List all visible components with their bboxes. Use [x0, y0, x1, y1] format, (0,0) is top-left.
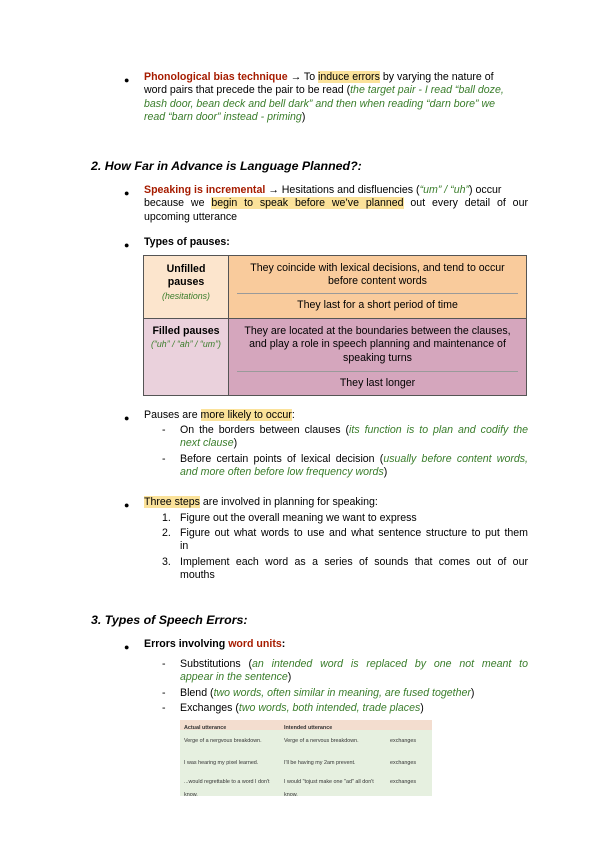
section-2-heading: 2. How Far in Advance is Language Planned?: — [91, 159, 362, 173]
step-3: Implement each word as a series of sounds that comes out of our mouths — [180, 556, 528, 582]
word-units-line: Errors involving word units: — [144, 638, 286, 650]
speech-errors-table-image: Actual utterance Intended utterance Verge of a nergvous breakdown. Verge of a nervous breakdown. exchanges I was hearing my pixel learned. I'll be having my 2am prevent. exchanges ...would regrettable to a word I don't know. I would "tojust make one "ad" all don't know. exchanges — [180, 720, 432, 796]
phonological-bias-paragraph: Phonological bias technique → To induce errors by varying the nature of word pairs that precede the pair to be read (the target pair - I read “ball doze, bash door, bean deck and bell dark” and then when reading “darn bore” we read “barn door” instead - priming) — [144, 71, 504, 124]
incremental-term: Speaking is incremental — [144, 184, 266, 196]
pause-location-1: On the borders between clauses (its function is to plan and codify the next clause) — [180, 424, 528, 450]
unfilled-description-cell: They coincide with lexical decisions, and tend to occur before content words They last for a short period of time — [229, 256, 527, 319]
bullet-dot: ● — [124, 500, 130, 510]
pauses-table — [143, 255, 527, 396]
filled-description-cell: They are located at the boundaries between the clauses, and play a role in speech planning and maintenance of speaking turns They last longer — [229, 319, 527, 396]
section-3-heading: 3. Types of Speech Errors: — [91, 613, 248, 627]
bullet-dot: ● — [124, 642, 130, 652]
filled-pauses-cell: Filled pauses (“uh” / “ah” / “um”) — [144, 319, 229, 396]
bullet-dot: ● — [124, 188, 130, 198]
three-steps-line: Three steps are involved in planning for speaking: — [144, 496, 378, 508]
pause-location-2: Before certain points of lexical decision (usually before content words, and more often before low frequency words) — [180, 453, 529, 479]
incremental-paragraph: Speaking is incremental → Hesitations and disfluencies (“um” / “uh”) occur because we begin to speak before we’ve planned out every detail of our upcoming utterance — [144, 184, 528, 223]
types-of-pauses-label: Types of pauses: — [144, 236, 230, 248]
bullet-dot: ● — [124, 75, 130, 85]
blend-item: Blend (two words, often similar in meaning, are fused together) — [180, 687, 475, 699]
pauses-likely-line: Pauses are more likely to occur: — [144, 409, 295, 421]
unfilled-pauses-cell: Unfilled pauses (hesitations) — [144, 256, 229, 319]
substitutions-item: Substitutions (an intended word is replaced by one not meant to appear in the sentence) — [180, 658, 528, 684]
step-2: Figure out what words to use and what sentence structure to put them in — [180, 527, 528, 553]
exchanges-item: Exchanges (two words, both intended, trade places) — [180, 702, 424, 714]
phonological-bias-term: Phonological bias technique — [144, 71, 288, 83]
step-1: Figure out the overall meaning we want to express — [180, 512, 417, 524]
induce-errors-highlight: induce errors — [318, 71, 380, 83]
bullet-dot: ● — [124, 240, 130, 250]
bullet-dot: ● — [124, 413, 130, 423]
